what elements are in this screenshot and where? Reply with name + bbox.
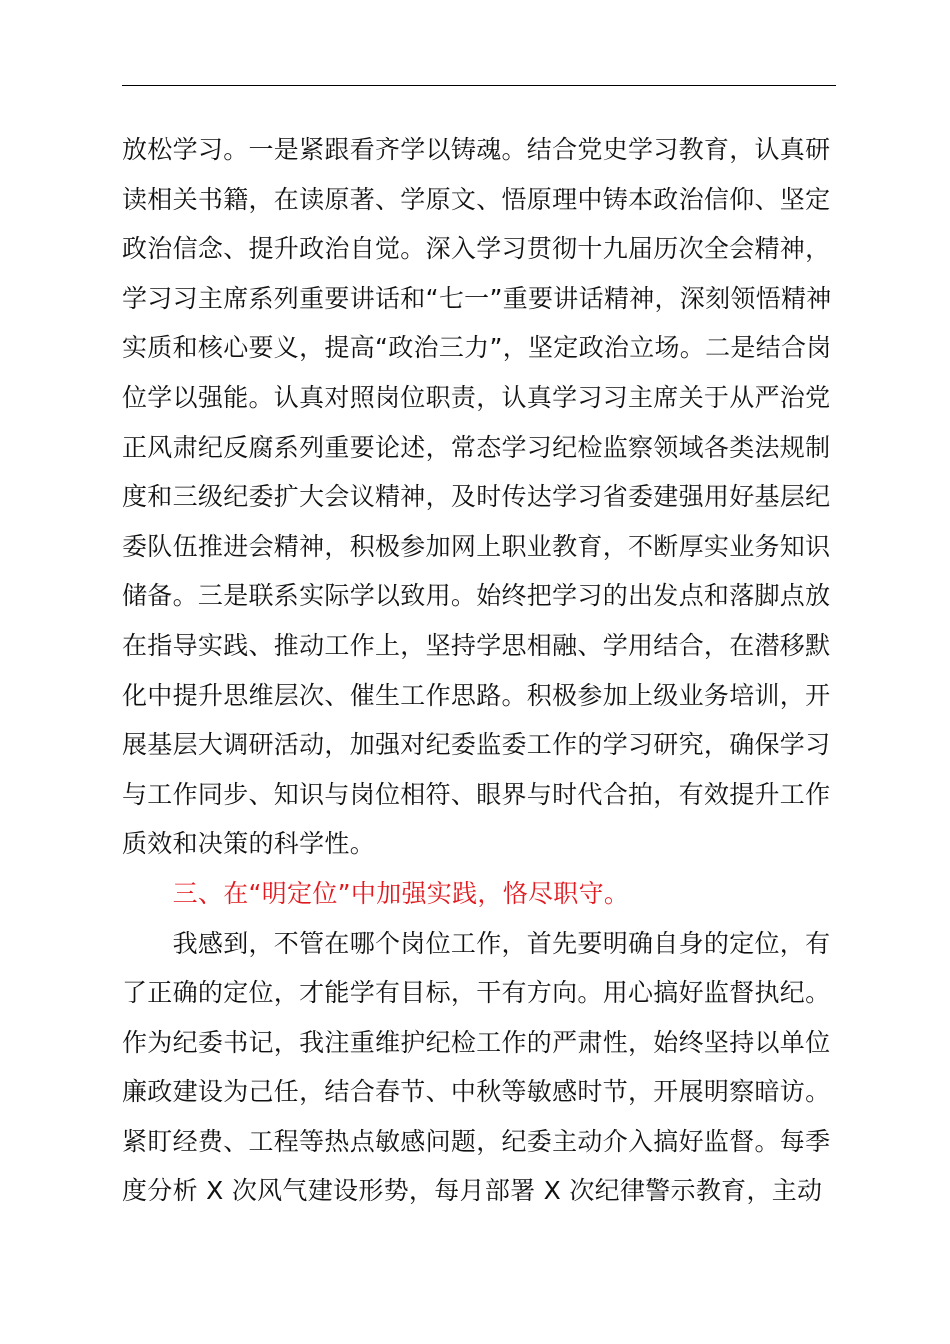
text-line: 质效和决策的科学性。 bbox=[122, 829, 376, 859]
text-line: 紧盯经费、工程等热点敏感问题，纪委主动介入搞好监督。每季 bbox=[122, 1126, 831, 1156]
text-line: 政治信念、提升政治自觉。深入学习贯彻十九届历次全会精神， bbox=[122, 234, 831, 264]
header-rule bbox=[122, 85, 836, 86]
section-heading: 三、在“明定位”中加强实践，恪尽职守。 bbox=[122, 878, 630, 908]
text-line: 展基层大调研活动，加强对纪委监委工作的学习研究，确保学习 bbox=[122, 730, 831, 760]
text-line: 度分析 X 次风气建设形势，每月部署 X 次纪律警示教育，主动 bbox=[122, 1176, 823, 1206]
text-line: 实质和核心要义，提高“政治三力”，坚定政治立场。二是结合岗 bbox=[122, 333, 832, 363]
text-line: 学习习主席系列重要讲话和“七一”重要讲话精神，深刻领悟精神 bbox=[122, 283, 832, 313]
text-line: 放松学习。一是紧跟看齐学以铸魂。结合党史学习教育，认真研 bbox=[122, 135, 831, 164]
document-body bbox=[122, 125, 842, 1216]
text-line: 化中提升思维层次、催生工作思路。积极参加上级业务培训，开 bbox=[122, 680, 831, 710]
text-line: 与工作同步、知识与岗位相符、眼界与时代合拍，有效提升工作 bbox=[122, 779, 831, 809]
text-line: 储备。三是联系实际学以致用。始终把学习的出发点和落脚点放 bbox=[122, 581, 831, 611]
text-line: 我感到，不管在哪个岗位工作，首先要明确自身的定位，有 bbox=[122, 928, 831, 958]
text-line: 度和三级纪委扩大会议精神，及时传达学习省委建强用好基层纪 bbox=[122, 482, 831, 512]
text-line: 位学以强能。认真对照岗位职责，认真学习习主席关于从严治党 bbox=[122, 382, 831, 412]
text-line: 委队伍推进会精神，积极参加网上职业教育，不断厚实业务知识 bbox=[122, 531, 831, 561]
text-line: 正风肃纪反腐系列重要论述，常态学习纪检监察领域各类法规制 bbox=[122, 432, 831, 462]
text-line: 廉政建设为己任，结合春节、中秋等敏感时节，开展明察暗访。 bbox=[122, 1077, 831, 1107]
text-line: 在指导实践、推动工作上，坚持学思相融、学用结合，在潜移默 bbox=[122, 630, 831, 660]
text-line: 了正确的定位，才能学有目标，干有方向。用心搞好监督执纪。 bbox=[122, 978, 831, 1008]
text-line: 读相关书籍，在读原著、学原文、悟原理中铸本政治信仰、坚定 bbox=[122, 184, 831, 214]
text-line: 作为纪委书记，我注重维护纪检工作的严肃性，始终坚持以单位 bbox=[122, 1027, 831, 1057]
